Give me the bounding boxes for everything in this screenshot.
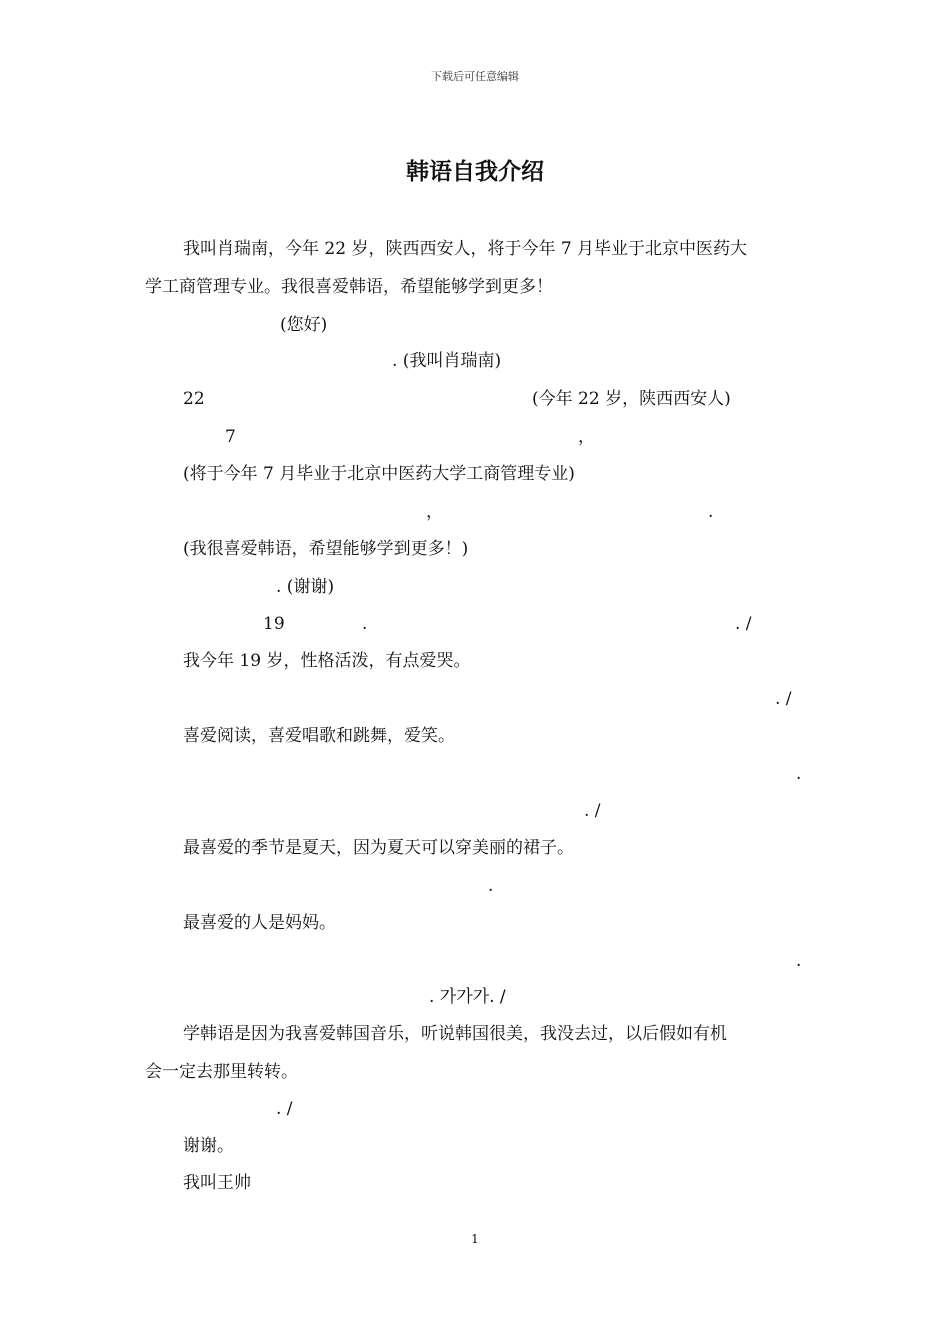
intro-paragraph-line-2: 学工商管理专业。我很喜爱韩语，希望能够学到更多！ xyxy=(145,277,553,297)
period-mark: . xyxy=(796,764,802,784)
period-mark: . xyxy=(362,614,368,634)
translation-my-name: . (我叫肖瑞南) xyxy=(392,351,502,371)
second-intro-name: 我叫王帅 xyxy=(183,1173,251,1193)
period-mark: . xyxy=(488,876,494,896)
number-19: 19 xyxy=(263,614,285,634)
period-slash-mark: . / xyxy=(775,689,792,709)
translation-thanks: . (谢谢) xyxy=(276,577,335,597)
translation-mom: 最喜爱的人是妈妈。 xyxy=(183,913,336,933)
period-mark: . xyxy=(708,502,714,522)
period-slash-mark: . / xyxy=(584,801,601,821)
comma-mark: ， xyxy=(426,502,443,522)
translation-thanks-2: 谢谢。 xyxy=(183,1136,234,1156)
intro-paragraph-line-1: 我叫肖瑞南，今年 22 岁，陕西西安人，将于今年 7 月毕业于北京中医药大 xyxy=(183,239,748,259)
period-slash-mark: . / xyxy=(276,1099,293,1119)
reason-paragraph-line-1: 学韩语是因为我喜爱韩国音乐，听说韩国很美，我没去过，以后假如有机 xyxy=(183,1024,727,1044)
page-number: 1 xyxy=(471,1232,479,1246)
period-slash-mark: . / xyxy=(735,614,752,634)
translation-age-22: (今年 22 岁，陕西西安人) xyxy=(532,389,731,409)
document-title: 韩语自我介绍 xyxy=(406,159,544,185)
number-22: 22 xyxy=(183,389,205,409)
translation-graduation: (将于今年 7 月毕业于北京中医药大学工商管理专业) xyxy=(183,464,575,484)
translation-hobby: 喜爱阅读，喜爱唱歌和跳舞，爱笑。 xyxy=(183,726,455,746)
header-note: 下载后可任意编辑 xyxy=(431,70,519,83)
comma-mark: ， xyxy=(578,427,595,447)
translation-age-19: 我今年 19 岁，性格活泼，有点爱哭。 xyxy=(183,651,471,671)
translation-season: 最喜爱的季节是夏天，因为夏天可以穿美丽的裙子。 xyxy=(183,838,574,858)
reason-paragraph-line-2: 会一定去那里转转。 xyxy=(145,1062,298,1082)
korean-line: . 가가가. / xyxy=(429,987,506,1007)
translation-like-korean: (我很喜爱韩语，希望能够学到更多！) xyxy=(183,539,469,559)
number-7: 7 xyxy=(225,427,236,447)
translation-hello: (您好) xyxy=(280,315,328,335)
period-mark: . xyxy=(796,951,802,971)
